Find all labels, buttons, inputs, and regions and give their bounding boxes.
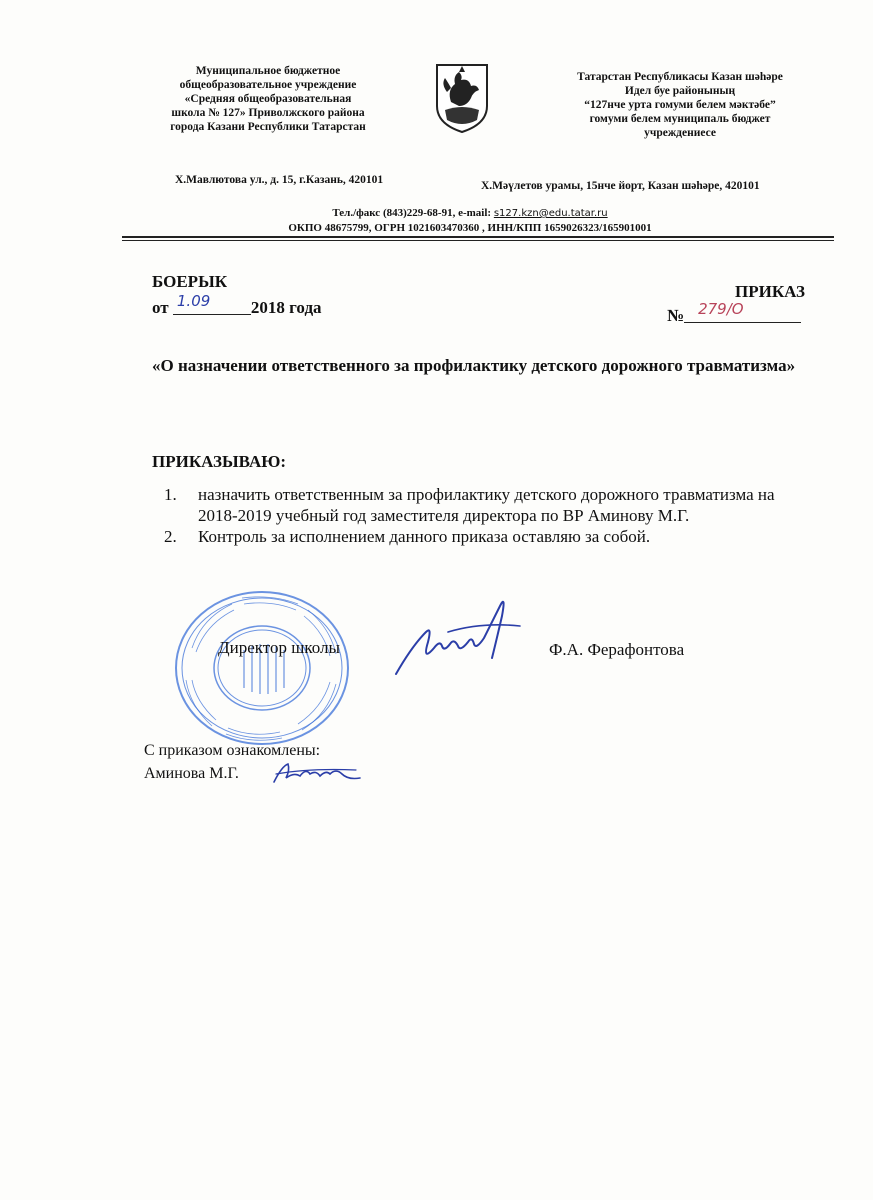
header-tt-line: “127нче урта гомуми белем мәктәбе” — [584, 99, 776, 111]
list-item — [160, 484, 800, 526]
address-tatar: Х.Мәүлетов урамы, 15нче йорт, Казан шәһәре, 420101 — [481, 180, 760, 192]
header-ru-line: общеобразовательное учреждение — [179, 79, 357, 91]
header-divider-thin — [122, 240, 834, 241]
registration-codes: ОКПО 48675799, ОГРН 1021603470360 , ИНН/КПП 1659026323/165901001 — [288, 222, 652, 234]
director-signature — [388, 586, 528, 686]
order-title-tatar: БОЕРЫК — [152, 272, 228, 291]
address-russian: Х.Мавлютова ул., д. 15, г.Казань, 420101 — [175, 174, 384, 186]
header-tt-line: Идел буе районының — [624, 85, 736, 97]
contacts-block — [220, 206, 720, 235]
header-ru-line: Муниципальное бюджетное — [195, 65, 341, 77]
official-seal-stamp — [172, 588, 352, 748]
header-ru-line: «Средняя общеобразовательная — [184, 93, 352, 105]
date-blank — [173, 292, 251, 315]
director-position: Директор школы — [218, 638, 340, 657]
number-prefix: № — [667, 306, 685, 325]
header-ru-line: города Казани Республики Татарстан — [170, 121, 366, 133]
item-text: назначить ответственным за профилактику детского дорожного травматизма на 2018-2019 учебный год заместителя директора по ВР Аминову М.Г. — [198, 485, 775, 525]
header-russian — [128, 64, 408, 134]
acknowledged-person: Аминова М.Г. — [144, 765, 239, 782]
email-link[interactable]: s127.kzn@edu.tatar.ru — [493, 208, 608, 219]
order-title-russian: ПРИКАЗ — [735, 282, 805, 301]
order-command: ПРИКАЗЫВАЮ: — [152, 452, 287, 471]
handwritten-number: 279/О — [698, 300, 744, 318]
header-tatar — [540, 70, 820, 140]
director-name: Ф.А. Ферафонтова — [549, 640, 685, 659]
order-subject: «О назначении ответственного за профилактику детского дорожного травматизма» — [152, 356, 796, 375]
list-item — [160, 526, 800, 547]
kazan-coat-of-arms-icon — [433, 62, 491, 134]
header-ru-line: школа № 127» Приволжского района — [171, 107, 365, 119]
handwritten-date: 1.09 — [176, 292, 211, 310]
phone-email-line — [220, 206, 720, 221]
order-number — [667, 300, 801, 326]
header-tt-line: учреждениесе — [644, 127, 716, 139]
order-items — [160, 484, 800, 547]
number-blank — [684, 300, 801, 323]
order-date — [152, 292, 322, 318]
phone-fax: Тел./факс (843)229-68-91, e-mail: — [332, 207, 494, 219]
item-number: 1. — [164, 485, 177, 504]
header-divider-thick — [122, 236, 834, 238]
date-suffix: 2018 года — [250, 298, 322, 317]
acknowledgement-label: С приказом ознакомлены: — [144, 742, 321, 759]
item-number: 2. — [164, 527, 177, 546]
item-text: Контроль за исполнением данного приказа оставляю за собой. — [198, 527, 651, 546]
date-prefix: от — [152, 298, 173, 317]
acknowledgement-signature — [270, 760, 365, 786]
header-tt-line: гомуми белем муниципаль бюджет — [589, 113, 771, 125]
header-tt-line: Татарстан Республикасы Казан шәһәре — [577, 71, 783, 83]
